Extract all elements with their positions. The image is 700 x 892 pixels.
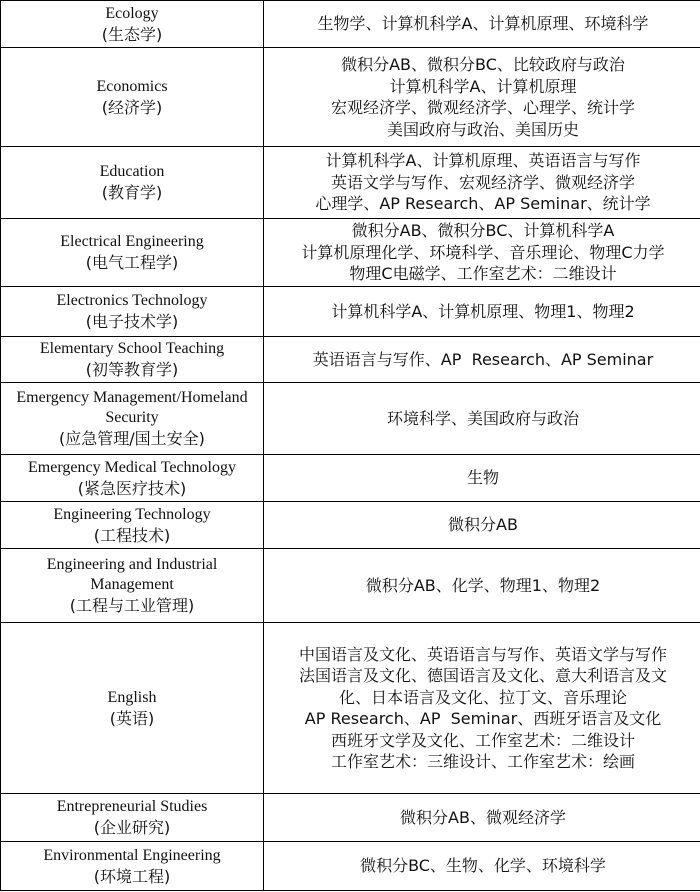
major-name-cn: (企业研究) (93, 818, 171, 837)
course-list-cell (264, 219, 700, 287)
table-row (1, 623, 700, 794)
major-name-en: Emergency Medical Technology (28, 458, 236, 476)
course-line: 计算机科学A、计算机原理、物理1、物理2 (331, 301, 635, 321)
major-name-en: Ecology (105, 4, 159, 22)
major-name-cn: (电气工程学) (85, 253, 179, 272)
major-name-cn: (教育学) (101, 183, 163, 202)
course-line: 物理C电磁学、工作室艺术：二维设计 (349, 264, 617, 284)
table-row (1, 455, 700, 502)
major-cell (1, 337, 264, 383)
major-name-cn: (初等教育学) (85, 360, 179, 379)
major-name-en: Environmental Engineering (43, 846, 221, 864)
table-row (1, 549, 700, 623)
table-row (1, 794, 700, 842)
major-name-cn: (工程与工业管理) (69, 596, 195, 615)
major-cell (1, 549, 264, 623)
table-row (1, 842, 700, 891)
course-list-cell (264, 48, 700, 147)
major-name-en: Elementary School Teaching (39, 340, 225, 357)
table-row (1, 383, 700, 455)
table-row (1, 48, 700, 147)
major-cell (1, 219, 264, 287)
table-row (1, 502, 700, 549)
major-name-en: Electronics Technology (56, 292, 208, 309)
major-cell (1, 842, 264, 891)
course-line: 生物 (466, 468, 499, 488)
course-line: 环境科学、美国政府与政治 (386, 408, 579, 428)
course-line: 化、日本语言及文化、拉丁文、音乐理论 (338, 687, 627, 707)
course-line: 英语文学与写作、宏观经济学、微观经济学 (330, 172, 635, 192)
course-line: 微积分AB、微积分BC、计算机科学A (351, 221, 615, 241)
major-name-cn: (环境工程) (93, 866, 171, 886)
course-line: AP Research、AP Seminar、西班牙语言及文化 (304, 709, 662, 728)
major-cell (1, 48, 264, 147)
course-line: 微积分AB、微积分BC、比较政府与政治 (341, 55, 625, 74)
course-line: 微积分BC、生物、化学、环境科学 (360, 856, 606, 876)
course-line: 心理学、AP Research、AP Seminar、统计学 (315, 194, 651, 214)
course-list-cell (264, 623, 700, 794)
major-name-en: Economics (96, 77, 168, 95)
major-name-en: Engineering Technology (53, 505, 211, 523)
course-list-cell (264, 549, 700, 623)
course-line: 微积分AB、化学、物理1、物理2 (365, 575, 601, 595)
course-line: 法国语言及文化、德国语言及文化、意大利语言及文 (298, 666, 667, 685)
course-list-cell (264, 502, 700, 549)
major-cell (1, 287, 264, 337)
course-list-cell (264, 455, 700, 502)
table-row (1, 287, 700, 337)
course-line: 计算机原理化学、环境科学、音乐理论、物理C力学 (301, 242, 665, 262)
course-list-cell (264, 337, 700, 383)
course-list-cell (264, 842, 700, 891)
major-name-cn: (紧急医疗技术) (77, 478, 187, 498)
table-body (1, 1, 700, 891)
major-name-cn: (生态学) (101, 24, 163, 44)
course-list-cell (264, 287, 700, 337)
course-line: 美国政府与政治、美国历史 (386, 119, 579, 139)
course-line: 西班牙文学及文化、工作室艺术：二维设计 (330, 730, 635, 750)
table-row (1, 219, 700, 287)
course-line: 英语语言与写作、AP Research、AP Seminar (312, 349, 654, 369)
major-name-en: Emergency Management/Homeland Security (16, 389, 248, 426)
course-line: 中国语言及文化、英语语言与写作、英语文学与写作 (298, 644, 667, 664)
course-list-cell (264, 383, 700, 455)
major-cell (1, 455, 264, 502)
course-list-cell (264, 794, 700, 842)
major-cell (1, 147, 264, 219)
major-name-cn: (工程技术) (93, 525, 171, 545)
major-name-en: Electrical Engineering (60, 233, 204, 250)
course-list-cell (264, 1, 700, 48)
course-list-cell (264, 147, 700, 219)
major-cell (1, 623, 264, 794)
course-line: 宏观经济学、微观经济学、心理学、统计学 (330, 98, 635, 117)
major-cell (1, 1, 264, 48)
major-name-cn: (电子技术学) (85, 312, 179, 331)
course-line: 计算机科学A、计算机原理 (389, 76, 577, 96)
major-name-cn: (经济学) (101, 97, 163, 117)
table-row (1, 147, 700, 219)
major-cell (1, 383, 264, 455)
table-row (1, 1, 700, 48)
major-name-en: Entrepreneurial Studies (56, 798, 208, 815)
major-name-en: Education (99, 163, 165, 180)
major-cell (1, 502, 264, 549)
major-name-en: English (107, 688, 157, 706)
course-line: 工作室艺术：三维设计、工作室艺术：绘画 (330, 752, 635, 771)
major-name-en: Engineering and Industrial Management (46, 556, 218, 593)
major-name-cn: (英语) (109, 708, 155, 728)
course-line: 微积分AB、微观经济学 (400, 807, 566, 827)
course-line: 计算机科学A、计算机原理、英语语言与写作 (325, 151, 641, 171)
course-line: 微积分AB (448, 515, 518, 535)
course-line: 生物学、计算机科学A、计算机原理、环境科学 (317, 14, 649, 34)
table-row (1, 337, 700, 383)
major-name-cn: (应急管理/国土安全) (59, 429, 205, 448)
major-cell (1, 794, 264, 842)
